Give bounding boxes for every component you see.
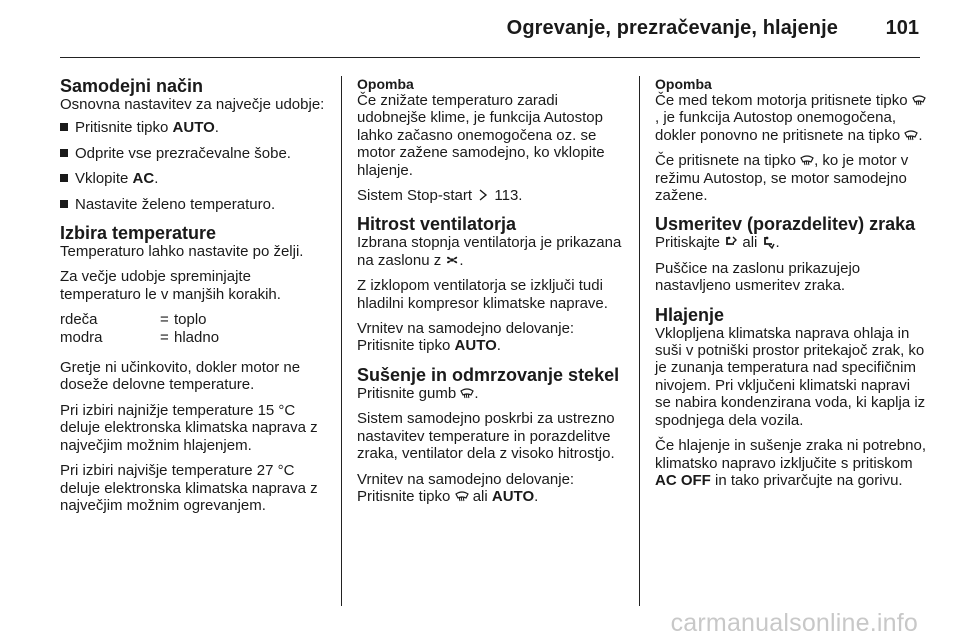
windscreen-defrost-icon [800, 153, 814, 167]
column-2 [357, 76, 629, 513]
column-1 [60, 76, 332, 522]
table-eq: = [160, 328, 169, 346]
column-3 [655, 76, 927, 497]
bullet-icon [60, 149, 68, 157]
paragraph: Osnovna nastavitev za največje udobje: [60, 96, 325, 113]
page-header [0, 0, 960, 48]
paragraph: Pritiskajte ali . [655, 234, 780, 252]
paragraph: Temperaturo lahko nastavite po želji. [60, 243, 304, 261]
paragraph: Sistem samodejno poskrbi za ustrezno nastavitev temperature in porazdelitve zraka, ventilator dela z visoko hitrostjo. [357, 410, 615, 463]
color-table [60, 311, 332, 346]
windscreen-defrost-icon [460, 386, 474, 400]
paragraph: Z izklopom ventilatorja se izključi tudi hladilni kompresor klimatske naprave. [357, 277, 608, 312]
bullet-icon [60, 174, 68, 182]
header-divider [60, 57, 920, 58]
paragraph: Vrnitev na samodejno delovanje: Pritisnite tipko ali AUTO. [357, 470, 575, 505]
heading-defrost: Sušenje in odmrzovanje stekel [357, 364, 620, 385]
heading-cooling: Hlajenje [655, 304, 725, 325]
paragraph: Vklopljena klimatska naprava ohlaja in suši v potniški prostor pritekajoč zrak, ko je zunanja temperatura nad specifičnim nivojem. Pri vključeni klimatski napravi se nabira kondenzirana voda, ki kaplja iz spodnjega dela vozila. [655, 324, 926, 429]
windscreen-defrost-icon [904, 128, 918, 142]
heading-fan-speed: Hitrost ventilatorja [357, 214, 517, 235]
note-text: Če med tekom motorja pritisnete tipko , je funkcija Autostop onemogočena, dokler ponovno ne pritisnete na tipko . [655, 92, 927, 144]
windscreen-defrost-icon [912, 93, 926, 107]
paragraph: Če hlajenje in sušenje zraka ni potrebno, klimatsko napravo izključite s pritiskom AC OFF in tako privarčujte na gorivu. [655, 437, 927, 489]
paragraph: Pri izbiri najvišje temperature 27 °C deluje elektronska klimatska naprava z največjim možnim ogrevanjem. [60, 462, 318, 514]
column-divider-2 [639, 76, 640, 606]
table-value: hladno [174, 328, 220, 346]
heading-air-distribution: Usmeritev (porazdelitev) zraka [655, 214, 916, 235]
fan-icon [445, 253, 459, 267]
chapter-title: Ogrevanje, prezračevanje, hlajenje [506, 17, 838, 39]
air-distribution-down-icon [762, 235, 776, 249]
page-number: 101 [885, 17, 919, 39]
bullet-icon [60, 200, 68, 208]
table-eq: = [160, 311, 169, 329]
table-key: modra [60, 328, 103, 346]
paragraph: Za večje udobje spreminjajte temperaturo le v manjših korakih. [60, 268, 281, 303]
paragraph: Pri izbiri najnižje temperature 15 °C deluje elektronska klimatska naprava z največjim možnim hlajenjem. [60, 401, 318, 454]
list-item: Vklopite AC. [60, 170, 332, 187]
page-reference-arrow-icon [476, 188, 490, 202]
bullet-list [60, 119, 332, 213]
list-item: Nastavite želeno temperaturo. [60, 196, 332, 213]
heading-temperature: Izbira temperature [60, 223, 217, 244]
list-item: Pritisnite tipko AUTO. [60, 119, 332, 136]
paragraph: Gretje ni učinkovito, dokler motor ne doseže delovne temperature. [60, 359, 301, 394]
paragraph: Pritisnite gumb . [357, 384, 479, 402]
paragraph: Izbrana stopnja ventilatorja je prikazana na zaslonu z . [357, 234, 622, 269]
list-item: Odprite vse prezračevalne šobe. [60, 145, 332, 162]
column-divider-1 [341, 76, 342, 606]
heading-automatic-mode: Samodejni način [60, 76, 204, 96]
bullet-icon [60, 123, 68, 131]
windscreen-defrost-icon [455, 489, 469, 503]
note-title: Opomba [357, 76, 414, 92]
air-distribution-up-icon [724, 235, 738, 249]
watermark: carmanualsonline.info [670, 609, 918, 637]
paragraph: Puščice na zaslonu prikazujejo nastavljeno usmeritev zraka. [655, 259, 861, 295]
note-reference: Sistem Stop-start 113. [357, 187, 523, 205]
table-value: toplo [174, 311, 207, 329]
note-title: Opomba [655, 76, 712, 92]
table-key: rdeča [60, 311, 98, 329]
note-text: Če pritisnete na tipko , ko je motor v režimu Autostop, se motor samodejno zažene. [655, 152, 909, 205]
note-text: Če znižate temperaturo zaradi udobnejše klime, je funkcija Autostop lahko začasno onemogočena oz. se motor zažene samodejno, ko vklopite hlajenje. [357, 92, 605, 179]
paragraph: Vrnitev na samodejno delovanje: Pritisnite tipko AUTO. [357, 320, 575, 355]
